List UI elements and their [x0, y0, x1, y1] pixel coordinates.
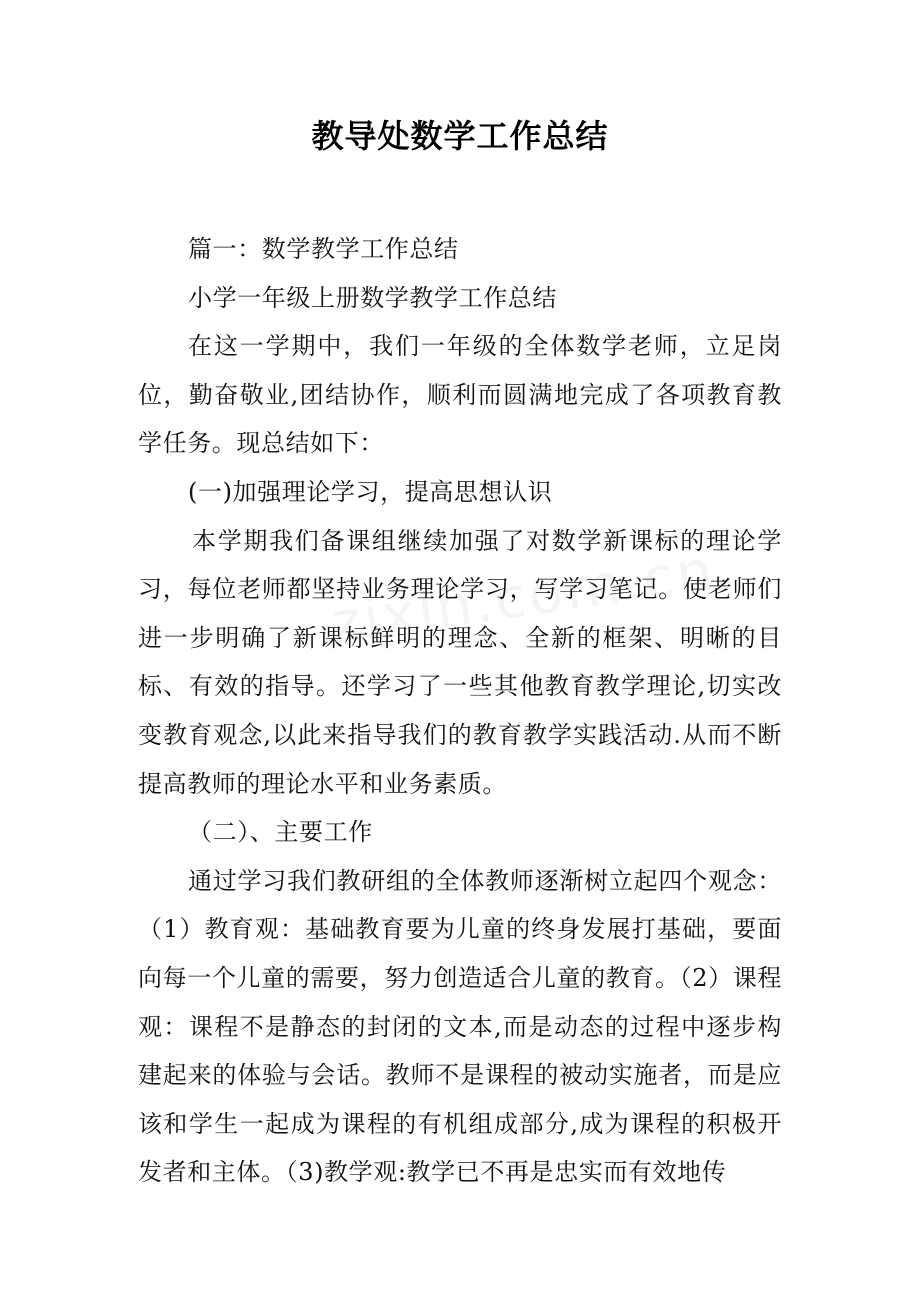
document-body: [138, 225, 782, 1197]
document-title: 教导处数学工作总结: [311, 117, 609, 155]
section-heading-theory: (一)加强理论学习，提高思想认识: [188, 477, 553, 506]
intro-paragraph: 在这一学期中，我们一年级的全体数学老师，立足岗位，勤奋敬业,团结协作，顺利而圆满地完成了各项教育教学任务。现总结如下：: [138, 332, 782, 458]
section-heading-part-one: 篇一：数学教学工作总结: [188, 235, 459, 263]
section-heading-main-work: （二）、主要工作: [188, 818, 373, 847]
concepts-paragraph: 通过学习我们教研组的全体教师逐渐树立起四个观念：（1）教育观：基础教育要为儿童的终身发展打基础，要面向每一个儿童的需要，努力创造适合儿童的教育。（2）课程观：课程不是静态的封闭的文本,而是动态的过程中逐步构建起来的体验与会话。教师不是课程的被动实施者，而是应该和学生一起成为课程的有机组成部分,成为课程的积极开发者和主体。（3)教学观:教学已不再是忠实而有效地传: [138, 866, 782, 1187]
theory-paragraph: 本学期我们备课组继续加强了对数学新课标的理论学习，每位老师都坚持业务理论学习，写学习笔记。使老师们进一步明确了新课标鲜明的理念、全新的框架、明晰的目标、有效的指导。还学习了一些其他教育教学理论,切实改变教育观念,以此来指导我们的教育教学实践活动.从而不断提高教师的理论水平和业务素质。: [138, 526, 782, 798]
subtitle-paragraph: 小学一年级上册数学教学工作总结: [188, 283, 557, 312]
